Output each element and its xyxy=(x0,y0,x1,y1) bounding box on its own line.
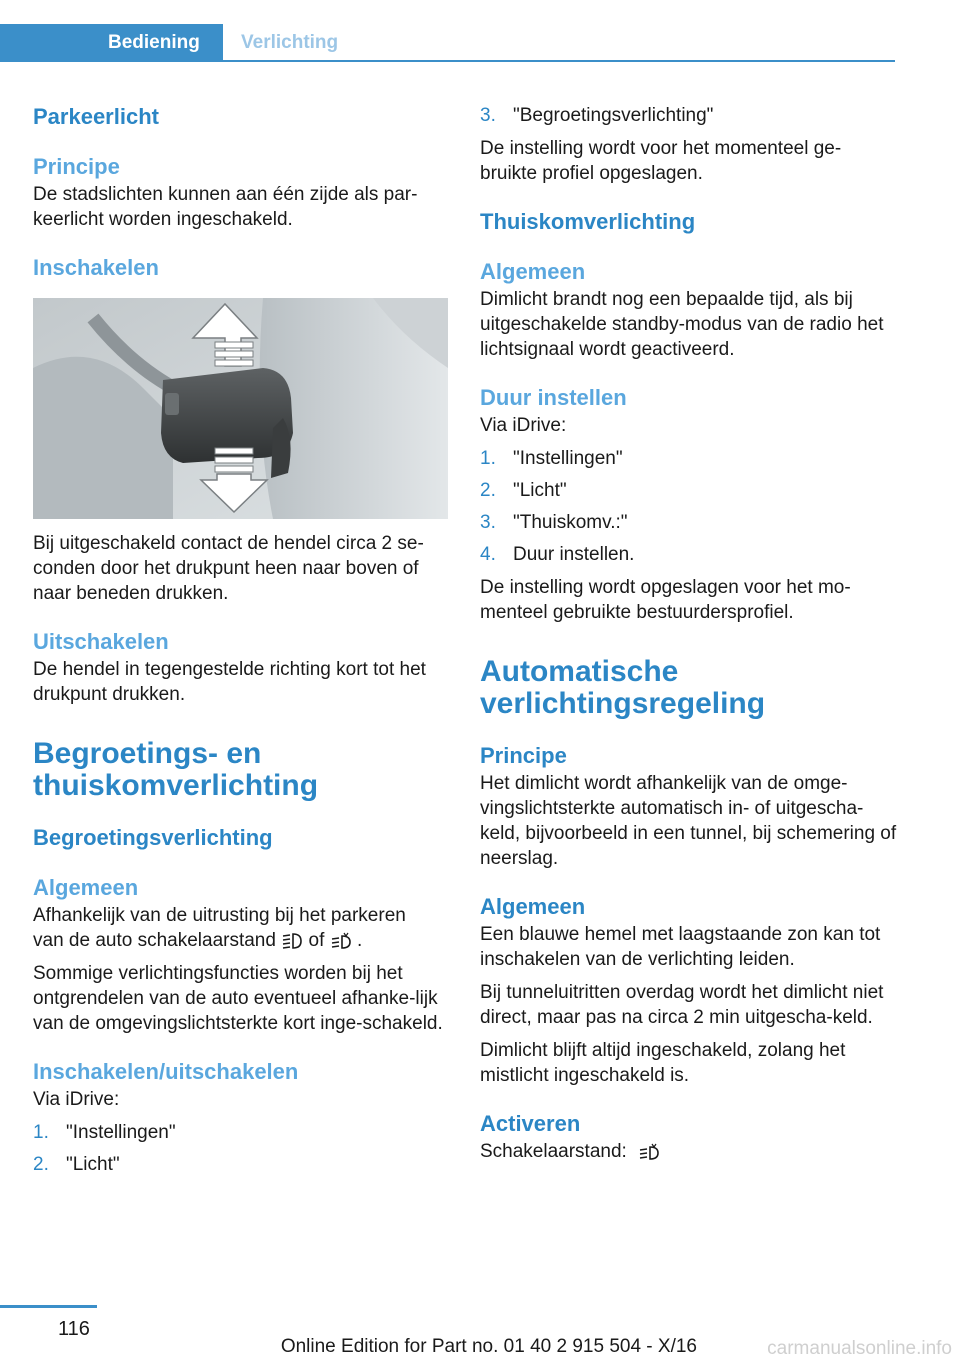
list-number: 4. xyxy=(480,544,496,565)
list-text: "Instellingen" xyxy=(66,1122,176,1143)
list-number: 1. xyxy=(480,448,496,469)
list-number: 2. xyxy=(33,1154,49,1175)
footer-accent-line xyxy=(0,1305,97,1308)
subsection-title-inschakelen: Inschakelen xyxy=(33,255,159,280)
list-number: 1. xyxy=(33,1122,49,1143)
list-text: "Begroetingsverlichting" xyxy=(513,105,714,126)
list-number: 3. xyxy=(480,512,496,533)
algemeen2-text2: Bij tunneluitritten overdag wordt het dimlicht niet direct, maar pas na circa 2 min uitgescha-keld. xyxy=(480,982,884,1028)
algemeen-text-of: of xyxy=(308,930,325,951)
activeren-label: Schakelaarstand: xyxy=(480,1141,627,1162)
settings-list-left xyxy=(33,1120,448,1177)
lever-illustration xyxy=(33,298,448,519)
list-item xyxy=(480,542,898,567)
via-idrive-right: Via iDrive: xyxy=(480,415,567,436)
section-title-algemeen2: Algemeen xyxy=(480,894,586,919)
algemeen-text xyxy=(33,903,438,953)
uitschakelen-text: De hendel in tegengestelde richting kort tot het drukpunt drukken. xyxy=(33,659,426,705)
list-text: "Licht" xyxy=(66,1154,120,1175)
settings-list-right xyxy=(480,446,898,567)
list-item xyxy=(480,510,898,535)
algemeen-text2: Sommige verlichtingsfuncties worden bij het ontgrendelen van de auto eventueel afhanke-lijk van de omgevingslichtsterkte kort inge-schakeld. xyxy=(33,963,443,1034)
algemeen2-text3: Dimlicht blijft altijd ingeschakeld, zolang het mistlicht ingeschakeld is. xyxy=(480,1040,846,1086)
chapter-title-automatische: Automatische verlichtingsregeling xyxy=(480,655,766,720)
thuiskom-algemeen-text: Dimlicht brandt nog een bepaalde tijd, als bij uitgeschakelde standby-modus van de radio het lichtsignaal wordt geactiveerd. xyxy=(480,289,884,360)
header-tabbar xyxy=(0,24,895,62)
subsection-title-duur: Duur instellen xyxy=(480,385,627,410)
algemeen-text-a: Afhankelijk van de uitrusting bij het parkeren van de auto schakelaarstand xyxy=(33,905,406,951)
tab-verlichting[interactable]: Verlichting xyxy=(241,32,339,53)
section-title-thuiskomverlichting: Thuiskomverlichting xyxy=(480,209,696,234)
tab-bediening[interactable]: Bediening xyxy=(0,24,223,62)
section-title-activeren: Activeren xyxy=(480,1111,581,1136)
list-item xyxy=(480,478,898,503)
list-text: "Licht" xyxy=(513,480,567,501)
algemeen-text-end: . xyxy=(356,930,363,951)
activeren-text xyxy=(480,1139,898,1164)
subsection-title-uitschakelen: Uitschakelen xyxy=(33,629,169,654)
auto-headlight-icon xyxy=(638,1143,660,1161)
list-number: 2. xyxy=(480,480,496,501)
list-item xyxy=(480,446,898,471)
figure-caption: Bij uitgeschakeld contact de hendel circa 2 se-conden door het drukpunt heen naar boven of naar beneden drukken. xyxy=(33,533,424,604)
via-idrive-left: Via iDrive: xyxy=(33,1089,120,1110)
opgeslagen-text: De instelling wordt voor het momenteel ge-bruikte profiel opgeslagen. xyxy=(480,138,842,184)
principe-text: De stadslichten kunnen aan één zijde als par-keerlicht worden ingeschakeld. xyxy=(33,184,418,230)
subsection-title-algemeen: Algemeen xyxy=(33,875,139,900)
list-text: "Instellingen" xyxy=(513,448,623,469)
subsection-title-in-uitschakelen: Inschakelen/uitschakelen xyxy=(33,1059,299,1084)
list-item xyxy=(33,1152,448,1177)
right-column xyxy=(480,100,898,1164)
section-title-parkeerlicht: Parkeerlicht xyxy=(33,104,159,129)
list-number: 3. xyxy=(480,105,496,126)
principe-text-right: Het dimlicht wordt afhankelijk van de omge-vingslichtsterkte automatisch in- of uitgescha-keld, bijvoorbeeld in een tunnel, bij schemering of neerslag. xyxy=(480,773,897,869)
subsection-title-algemeen-right: Algemeen xyxy=(480,259,586,284)
section-title-principe-right: Principe xyxy=(480,743,567,768)
section-title-begroetingsverlichting: Begroetingsverlichting xyxy=(33,825,273,850)
edition-text: Online Edition for Part no. 01 40 2 915 504 - X/16 xyxy=(280,1336,697,1357)
watermark: carmanualsonline.info xyxy=(767,1338,952,1359)
list-item xyxy=(480,103,898,128)
algemeen2-text1: Een blauwe hemel met laagstaande zon kan tot inschakelen van de verlichting leiden. xyxy=(480,924,881,970)
auto-headlight-icon xyxy=(330,932,352,950)
lever-figure xyxy=(33,298,448,519)
left-column xyxy=(33,100,448,1177)
chapter-title-begroetings: Begroetings- en thuiskomverlichting xyxy=(33,737,319,802)
headlight-icon xyxy=(281,932,303,950)
list-text: Duur instellen. xyxy=(513,544,635,565)
duur-saved-text: De instelling wordt opgeslagen voor het mo-menteel gebruikte bestuurdersprofiel. xyxy=(480,577,851,623)
list-item xyxy=(33,1120,448,1145)
list-text: "Thuiskomv.:" xyxy=(513,512,628,533)
page-number: 116 xyxy=(58,1318,90,1340)
subsection-title-principe: Principe xyxy=(33,154,120,179)
